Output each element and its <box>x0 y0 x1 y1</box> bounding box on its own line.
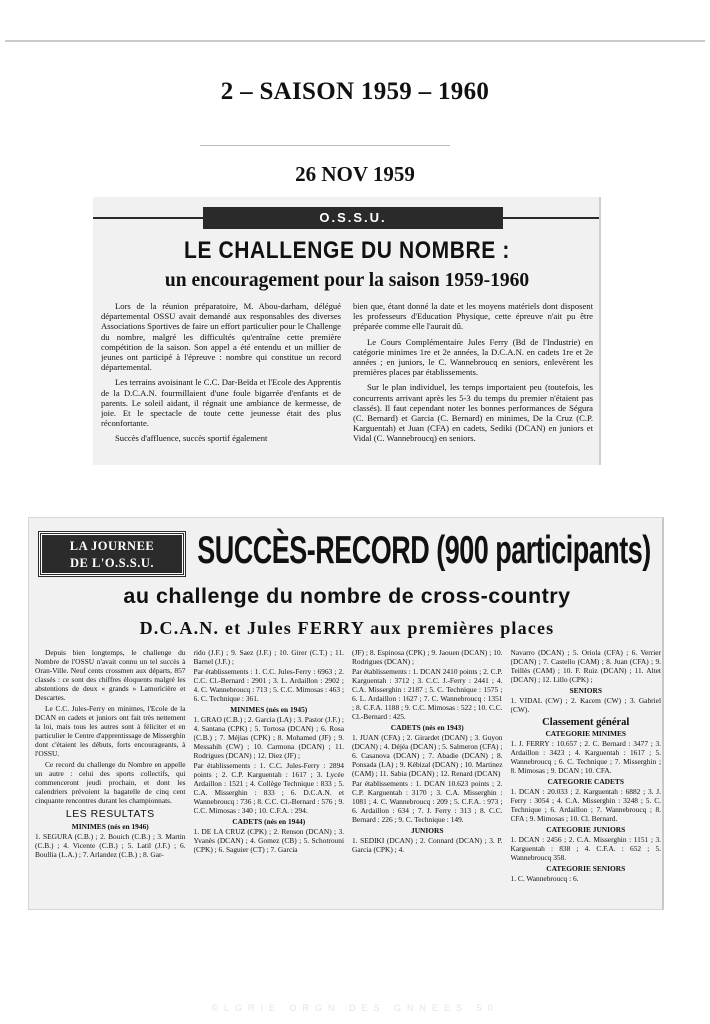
results-text: 1. GRAO (C.B.) ; 2. Garcia (LA) ; 3. Pastor (J.F.) ; 4. Santana (CPK) ; 5. Tortosa (DCAN) ; 6. Rosa (C.B.) ; 7. Méjias (CPK) ; 8. Mohamed (JF) ; 9. Messahih (CW) ; 10. Carmona (DCAN) ; 11. Rodrigues (DCAN) ; 12. Diez (JF) ; <box>193 715 344 760</box>
results-text: 1. VIDAL (CW) ; 2. Kacem (CW) ; 3. Gabriel (CW). <box>510 696 661 714</box>
article2-column-4 <box>511 648 662 908</box>
page-title: 2 – SAISON 1959 – 1960 <box>220 78 490 105</box>
article2-headline: SUCCÈS-RECORD (900 participants) <box>197 528 651 572</box>
article1-columns <box>101 301 593 461</box>
newspaper-clipping-record <box>28 517 664 910</box>
intro-paragraph: Le C.C. Jules-Ferry en minimes, l'Ecole de la DCAN en cadets et juniors ont fait très nettement la loi, mais tous les autres sont à féliciter et en particulier le Centre d'apprentissage de Misserghin dont c'étaient les débuts, forts encourageants, à l'OSSU. <box>35 704 186 758</box>
article1-column-2 <box>353 301 593 461</box>
article1-column-1 <box>101 301 341 461</box>
results-text: 1. SEDIKI (DCAN) ; 2. Connard (DCAN) ; 3. P. Garcia (CPK) ; 4. <box>352 836 503 854</box>
article2-column-2 <box>194 648 345 908</box>
article2-subheadline: au challenge du nombre de cross-country <box>123 584 571 608</box>
results-text: Par établissements : 1. DCAN 2410 points ; 2. C.P. Karguentah : 3712 ; 3. C.C. J.-Ferry : 2441 ; 4. C.A. Misserghin : 2187 ; 5. C. Technique : 1575 ; 6. L. Ardaillon : 1627 ; 7. C. Wannebroucq : 1351 ; 8. C.F.A. 1188 ; 9. C.C. Mimosas : 522 ; 10. C.C. Cl.-Bernard : 425. <box>352 667 503 721</box>
results-section-title: MINIMES (nés en 1946) <box>71 822 149 831</box>
article1-paragraph: Lors de la réunion préparatoire, M. Abou-darham, délégué départemental OSSU avait demandé aux responsables des diverses Associations Sportives de faire un effort particulier pour le Challenge du nombre, malgré les difficultés qu'entraîne cette première compétition de la saison. Son appel a été entendu et un millier de jeunes ont participé à l'épreuve : nombre qui constitue un record départemental. <box>101 301 341 373</box>
results-text: Par établissements : 1. C.C. Jules-Ferry : 6963 ; 2. C.C. Cl.-Bernard : 2901 ; 3. L. Ardaillon : 2902 ; 4. C. Wannebroucq : 713 ; 5. C.C. Mimosas : 463 ; 6. C. Technique : 361. <box>193 667 344 703</box>
results-section-title: CATEGORIE JUNIORS <box>546 825 626 834</box>
results-section-title: CATEGORIE MINIMES <box>545 729 627 738</box>
top-divider <box>5 40 705 42</box>
date-divider <box>200 145 450 146</box>
article1-paragraph: Les terrains avoisinant le C.C. Dar-Beïda et l'Ecole des Apprentis de la D.C.A.N. fourmillaient d'une foule bigarrée d'enfants et de parents. Le soleil aidant, il régnait une ambiance de kermesse, de joie. Et le spectacle de toute cette jeunesse était des plus réconfortante. <box>101 377 341 429</box>
results-text: Par établissements : 1. DCAN 10.623 points ; 2. C.P. Karguentah : 3170 ; 3. C.A. Misserghin : 1081 ; 4. C. Wannebroucq : 209 ; 5. C.F.A. : 973 ; 6. Ardaillon : 634 ; 7. J. Ferry : 313 ; 8. C.C. Bernard : 226 ; 9. C. Technique : 149. <box>352 779 503 824</box>
date-heading: 26 NOV 1959 <box>295 162 415 186</box>
results-text: Par établissements : 1. C.C. Jules-Ferry : 2894 points ; 2. C.P. Karguentah : 1617 ; 3. Lycée Ardaillon : 1521 ; 4. Collège Technique : 833 ; 5. C.A. Misserghin : 833 ; 6. D.C.A.N. et Wannebroucq : 736 ; 8. C.C. Cl.-Bernard : 576 ; 9. C.C. Mimosas : 340 ; 10. C.F.A. : 294. <box>193 761 344 815</box>
results-section-title: CATEGORIE SENIORS <box>546 864 626 873</box>
general-ranking-heading: Classement général <box>542 717 630 728</box>
article1-subheadline: un encouragement pour la saison 1959-1960 <box>164 270 530 291</box>
results-text: 1. C. Wannebroucq : 6. <box>510 874 579 883</box>
results-text: (JF) ; 8. Espinosa (CPK) ; 9. Jaouen (DCAN) ; 10. Rodrigues (DCAN) ; <box>352 648 503 666</box>
results-text: rido (J.F.) ; 9. Saez (J.F.) ; 10. Girer (C.T.) ; 11. Barnel (J.F.) ; <box>193 648 344 666</box>
article2-columns <box>35 648 661 908</box>
results-section-title: CADETS (nés en 1944) <box>232 817 306 826</box>
results-text: 1. JUAN (CFA) ; 2. Girardet (DCAN) ; 3. Guyon (DCAN) ; 4. Déjéa (DCAN) ; 5. Salmeron (CFA) ; 6. Casanova (DCAN) ; 7. Abadie (DCAN) ; 8. Ponsada (LA) ; 9. Kébizal (DCAN) ; 10. Martinez (CAM) ; 11. Sabia (DCAN) ; 12. Renard (DCAN) <box>352 733 503 778</box>
watermark-text: ©LGRIE ORGN DES GNNEES 50 <box>211 1003 499 1013</box>
article1-paragraph: Sur le plan individuel, les temps importaient peu (toutefois, les concurrents arrivant après les 5-3 du temps du premier n'étaient pas classés). Il faut cependant noter les bonnes performances de Ségura (C. Bernard) et Garcia (C. Bernard) en minimes, De la Cruz (C.P. Karguentah) et Juan (CFA) en cadets, Sediki (DCAN) en juniors et Vidal (C. Wannebroucq) en seniors. <box>353 382 593 444</box>
results-text: 1. SEGURA (C.B.) ; 2. Bouich (C.B.) ; 3. Martin (C.B.) ; 4. Vicente (C.B.) ; 5. Latil (J.F.) ; 6. Boullia (L.A.) ; 7. Arlandez (C.B.) ; 8. Gar- <box>35 832 186 859</box>
results-heading: LES RESULTATS <box>65 808 155 820</box>
results-text: Navarro (DCAN) ; 5. Oriola (CFA) ; 6. Verrier (DCAN) ; 7. Castello (CAM) ; 8. Juan (CFA) ; 9. Teillès (CAM) ; 10. F. Ruiz (DCAN) ; 11. Altet (DCAN) ; 12. Lillo (CPK) ; <box>510 648 661 684</box>
results-section-title: CATEGORIE CADETS <box>547 777 624 786</box>
results-section-title: MINIMES (nés en 1945) <box>230 705 308 714</box>
tag-line-2: DE L'O.S.S.U. <box>70 556 154 570</box>
article2-subheadline-2: D.C.A.N. et Jules FERRY aux premières places <box>139 618 555 638</box>
journee-ossu-tag <box>39 532 185 576</box>
results-section-title: CADETS (nés en 1943) <box>390 723 464 732</box>
results-section-title: JUNIORS <box>411 826 444 835</box>
article1-paragraph: bien que, étant donné la date et les moyens matériels dont disposent les professeurs d'Education Physique, cette épreuve n'ait pu être préparée comme elle l'aurait dû. <box>353 301 593 332</box>
article2-column-1 <box>35 648 186 908</box>
results-text: 1. DCAN : 2456 ; 2. C.A. Misserghin : 1151 ; 3. Karguentah : 838 ; 4. C.F.A. : 652 ; 5. Wannebroucq 358. <box>510 835 661 862</box>
intro-paragraph: Ce record du challenge du Nombre en appelle un autre : celui des sports collectifs, qui commenceront jeudi prochain, et dont les calendriers prévoient la bagatelle de cinq cent cinquante rencontres durant les championnats. <box>35 760 186 805</box>
article1-paragraph: Succès d'affluence, succès sportif également <box>115 433 268 444</box>
ossu-band: O.S.S.U. <box>203 207 503 229</box>
newspaper-clipping-challenge <box>93 197 601 465</box>
article1-headline: LE CHALLENGE DU NOMBRE : <box>184 237 510 264</box>
results-text: 1. DCAN : 20.033 ; 2. Karguentah : 6882 ; 3. J. Ferry : 3054 ; 4. C.A. Misserghin : 3248 ; 5. C. Technique ; 6. Ardaillon ; 7. Wannebroucq ; 8. CFA ; 9. Mimosas ; 10. Cl. Bernard. <box>510 787 661 823</box>
article1-paragraph: Le Cours Complémentaire Jules Ferry (Bd de l'Industrie) en catégorie minimes 1re et 2e années, la D.C.A.N. en cadets 1re et 2e années ; en juniors, le C. Wannebroucq en seniors, enlevèrent les premières places par établissements. <box>353 336 593 378</box>
results-section-title: SENIORS <box>569 686 602 695</box>
results-text: 1. DE LA CRUZ (CPK) ; 2. Renson (DCAN) ; 3. Yvanès (DCAN) ; 4. Gomez (CB) ; 5. Schotrouni (CPK) ; 6. Saguier (CT) ; 7. Garcia <box>193 827 344 854</box>
tag-line-1: LA JOURNEE <box>69 539 155 553</box>
intro-paragraph: Depuis bien longtemps, le challenge du Nombre de l'OSSU n'avait connu un tel succès à Oran-Ville. Neuf cents crossmen aux départs, 857 classés : ce sont des chiffres éloquents malgré les abstentions de deux « grands » Lamoricière et Descartes. <box>35 648 186 702</box>
results-text: 1. J. FERRY : 10.657 ; 2. C. Bernard : 3477 ; 3. Ardaillon : 3423 ; 4. Karguentah : 1617 ; 5. Wannebroucq ; 6. C. Technique ; 7. Misserghin ; 8. Mimosas ; 9. DCAN ; 10. CFA. <box>510 739 661 775</box>
article2-column-3 <box>352 648 503 908</box>
